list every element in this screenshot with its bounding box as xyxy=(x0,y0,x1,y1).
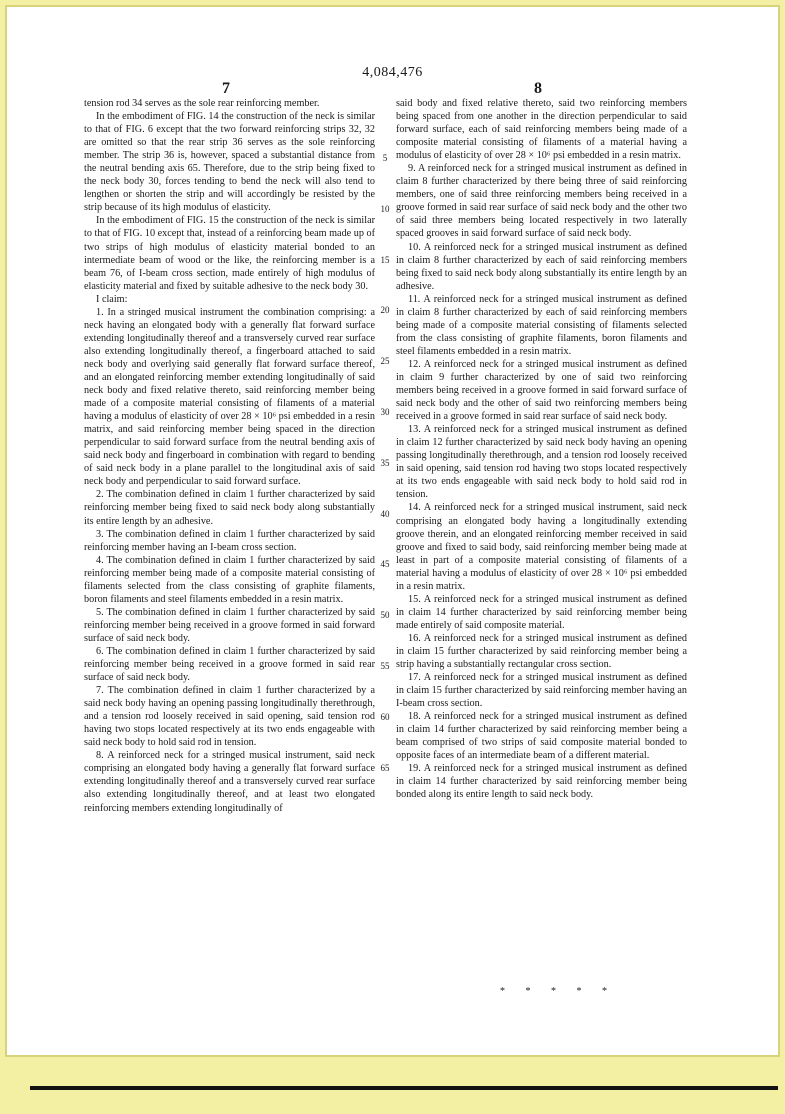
line-number: 40 xyxy=(380,508,390,519)
paragraph: 19. A reinforced neck for a stringed musical instrument as defined in claim 14 further characterized by said reinforcing member being bonded along its entire length to said neck body. xyxy=(396,763,687,801)
paragraph: 1. In a stringed musical instrument the combination comprising: a neck having an elongated body with a generally flat forward surface extending longitudinally thereof and a transversely curved rear surface also extending longitudinally thereof, a fingerboard attached to said neck body and overlying said generally flat forward surface thereof, and an elongated reinforcing member extending longitudinally of said neck body and fixed relative thereto, said reinforcing member being made of a composite material consisting of filaments of a material having a modulus of elasticity of over 28 × 10⁶ psi embedded in a resin matrix, and said reinforcing member being spaced in the direction perpendicular to said forward surface from the neutral bending axis of said neck body and fingerboard in combination with regard to bending of said neck body in a plane parallel to the longitudinal axis of said neck body and perpendicular to said forward surface. xyxy=(84,306,375,488)
paragraph: I claim: xyxy=(96,293,128,305)
paragraph: 3. The combination defined in claim 1 further characterized by said reinforcing member having an I-beam cross section. xyxy=(84,528,375,553)
paragraph: 4. The combination defined in claim 1 further characterized by said reinforcing member being made of a composite material consisting of filaments selected from the class consisting of graphite filaments, boron filaments and steel filaments embedded in a resin matrix. xyxy=(84,554,375,605)
paragraph: 18. A reinforced neck for a stringed musical instrument as defined in claim 14 further characterized by said reinforcing member being a beam comprised of two strips of said composite material bonded to opposite faces of an intermediate beam of a different material. xyxy=(396,711,687,762)
paragraph: In the embodiment of FIG. 15 the construction of the neck is similar to that of FIG. 10 except that, instead of a reinforcing beam made up of two strips of high modulus of elasticity material bonded to an intermediate beam of wood or the like, the reinforcing member is a beam 76, of I-beam cross section, made entirely of high modulus of elasticity material and fixed by suitable adhesive to the neck body 30. xyxy=(84,215,375,292)
paragraph: 6. The combination defined in claim 1 further characterized by said reinforcing member being received in a groove formed in said rear surface of said neck body. xyxy=(84,645,375,684)
right-column xyxy=(396,97,687,802)
paragraph: 14. A reinforced neck for a stringed musical instrument, said neck comprising an elongated body having a longitudinally extending groove therein, and an elongated reinforcing member received in said groove and fixed to said body, said reinforcing member being made at least in part of a composite material consisting of filaments of a material having a modulus of elasticity of over 28 × 10⁶ psi embedded in a resin matrix. xyxy=(396,502,687,592)
end-marks: * * * * * xyxy=(500,986,616,997)
paragraph: tension rod 34 serves as the sole rear reinforcing member. xyxy=(84,98,320,109)
line-number: 65 xyxy=(380,762,390,773)
paragraph: 7. The combination defined in claim 1 further characterized by a said neck body having an opening passing longitudinally therethrough, and a tension rod loosely received in said opening, said tension rod having two stops located respectively at its two ends engageable with said neck body to hold said rod in tension. xyxy=(84,685,375,749)
paragraph: In the embodiment of FIG. 14 the construction of the neck is similar to that of FIG. 6 except that the two forward reinforcing strips 32, 32 are omitted so that the rear strip 36 serves as the sole reinforcing member. The strip 36 is, however, spaced a substantial distance from the neutral bending axis 65. Therefore, due to the strip being fixed to the neck body 30, forces tending to bend the neck will also tend to lengthen or shorten the strip and will accordingly be resisted by the strip because of its high modulus of elasticity. xyxy=(84,111,375,214)
paragraph: 17. A reinforced neck for a stringed musical instrument as defined in claim 15 further characterized by said reinforcing member having an I-beam cross section. xyxy=(396,672,687,710)
line-number: 35 xyxy=(380,457,390,468)
paragraph: 13. A reinforced neck for a stringed musical instrument as defined in claim 12 further characterized by said neck body having an opening passing longitudinally therethrough, and a tension rod loosely received in said opening, said tension rod having two stops located respectively at its two ends engageable with said neck body to hold said rod in tension. xyxy=(396,424,687,501)
paragraph: said body and fixed relative thereto, said two reinforcing members being spaced from one another in the direction perpendicular to said forward surface, each of said reinforcing members being made of a composite material consisting of filaments of a material having a modulus of elasticity of over 28 × 10⁶ psi embedded in a resin matrix. xyxy=(396,98,687,162)
line-number: 55 xyxy=(380,661,390,671)
line-number: 30 xyxy=(380,407,390,417)
paragraph: 11. A reinforced neck for a stringed musical instrument as defined in claim 8 further characterized by each of said reinforcing members being made of a composite material consisting of filaments selected from the class consisting of graphite filaments, boron filaments and steel filaments embedded in a resin matrix. xyxy=(396,293,687,357)
column-number-left: 7 xyxy=(222,80,230,97)
line-number: 25 xyxy=(380,356,390,367)
patent-number: 4,084,476 xyxy=(362,65,423,80)
paragraph: 2. The combination defined in claim 1 further characterized by said reinforcing member being fixed to said neck body along substantially its entire length by an adhesive. xyxy=(84,489,375,527)
paragraph: 10. A reinforced neck for a stringed musical instrument as defined in claim 8 further characterized by each of said reinforcing members being fixed to said neck body along substantially its entire length by an adhesive. xyxy=(396,241,687,292)
line-number: 15 xyxy=(380,254,390,265)
line-number: 50 xyxy=(380,610,390,621)
line-number: 45 xyxy=(380,559,390,570)
bottom-rule xyxy=(30,1086,778,1090)
paragraph: 15. A reinforced neck for a stringed musical instrument as defined in claim 14 further characterized by said reinforcing member being made entirely of said composite material. xyxy=(396,593,687,631)
paragraph: 12. A reinforced neck for a stringed musical instrument as defined in claim 9 further characterized by one of said two reinforcing members being received in a groove formed in said forward surface of said neck body and the other of said two reinforcing members being received in a groove formed in said rear surface of said neck body. xyxy=(396,358,687,423)
line-number: 10 xyxy=(380,203,390,214)
line-number: 5 xyxy=(382,153,388,163)
line-number: 60 xyxy=(380,711,390,722)
paragraph: 9. A reinforced neck for a stringed musical instrument as defined in claim 8 further characterized by there being three of said reinforcing members, one of said three reinforcing members being received in a groove formed in said rear surface of said neck body and the other two of said three members being located respectively in two laterally spaced grooves in said forward surface of said neck body. xyxy=(396,163,687,240)
paragraph: 8. A reinforced neck for a stringed musical instrument, said neck comprising an elongated body having a generally flat forward surface extending longitudinally thereof and a transversely curved rear surface also extending longitudinally thereof, and at least two elongated reinforcing members extending longitudinally of xyxy=(84,750,375,814)
paragraph: 16. A reinforced neck for a stringed musical instrument as defined in claim 15 further characterized by said reinforcing member being a strip having a substantially rectangular cross section. xyxy=(396,632,687,671)
left-column xyxy=(84,97,375,815)
line-number: 20 xyxy=(380,305,390,316)
column-number-right: 8 xyxy=(534,80,542,97)
paragraph: 5. The combination defined in claim 1 further characterized by said reinforcing member being received in a groove formed in said forward surface of said neck body. xyxy=(84,606,375,644)
